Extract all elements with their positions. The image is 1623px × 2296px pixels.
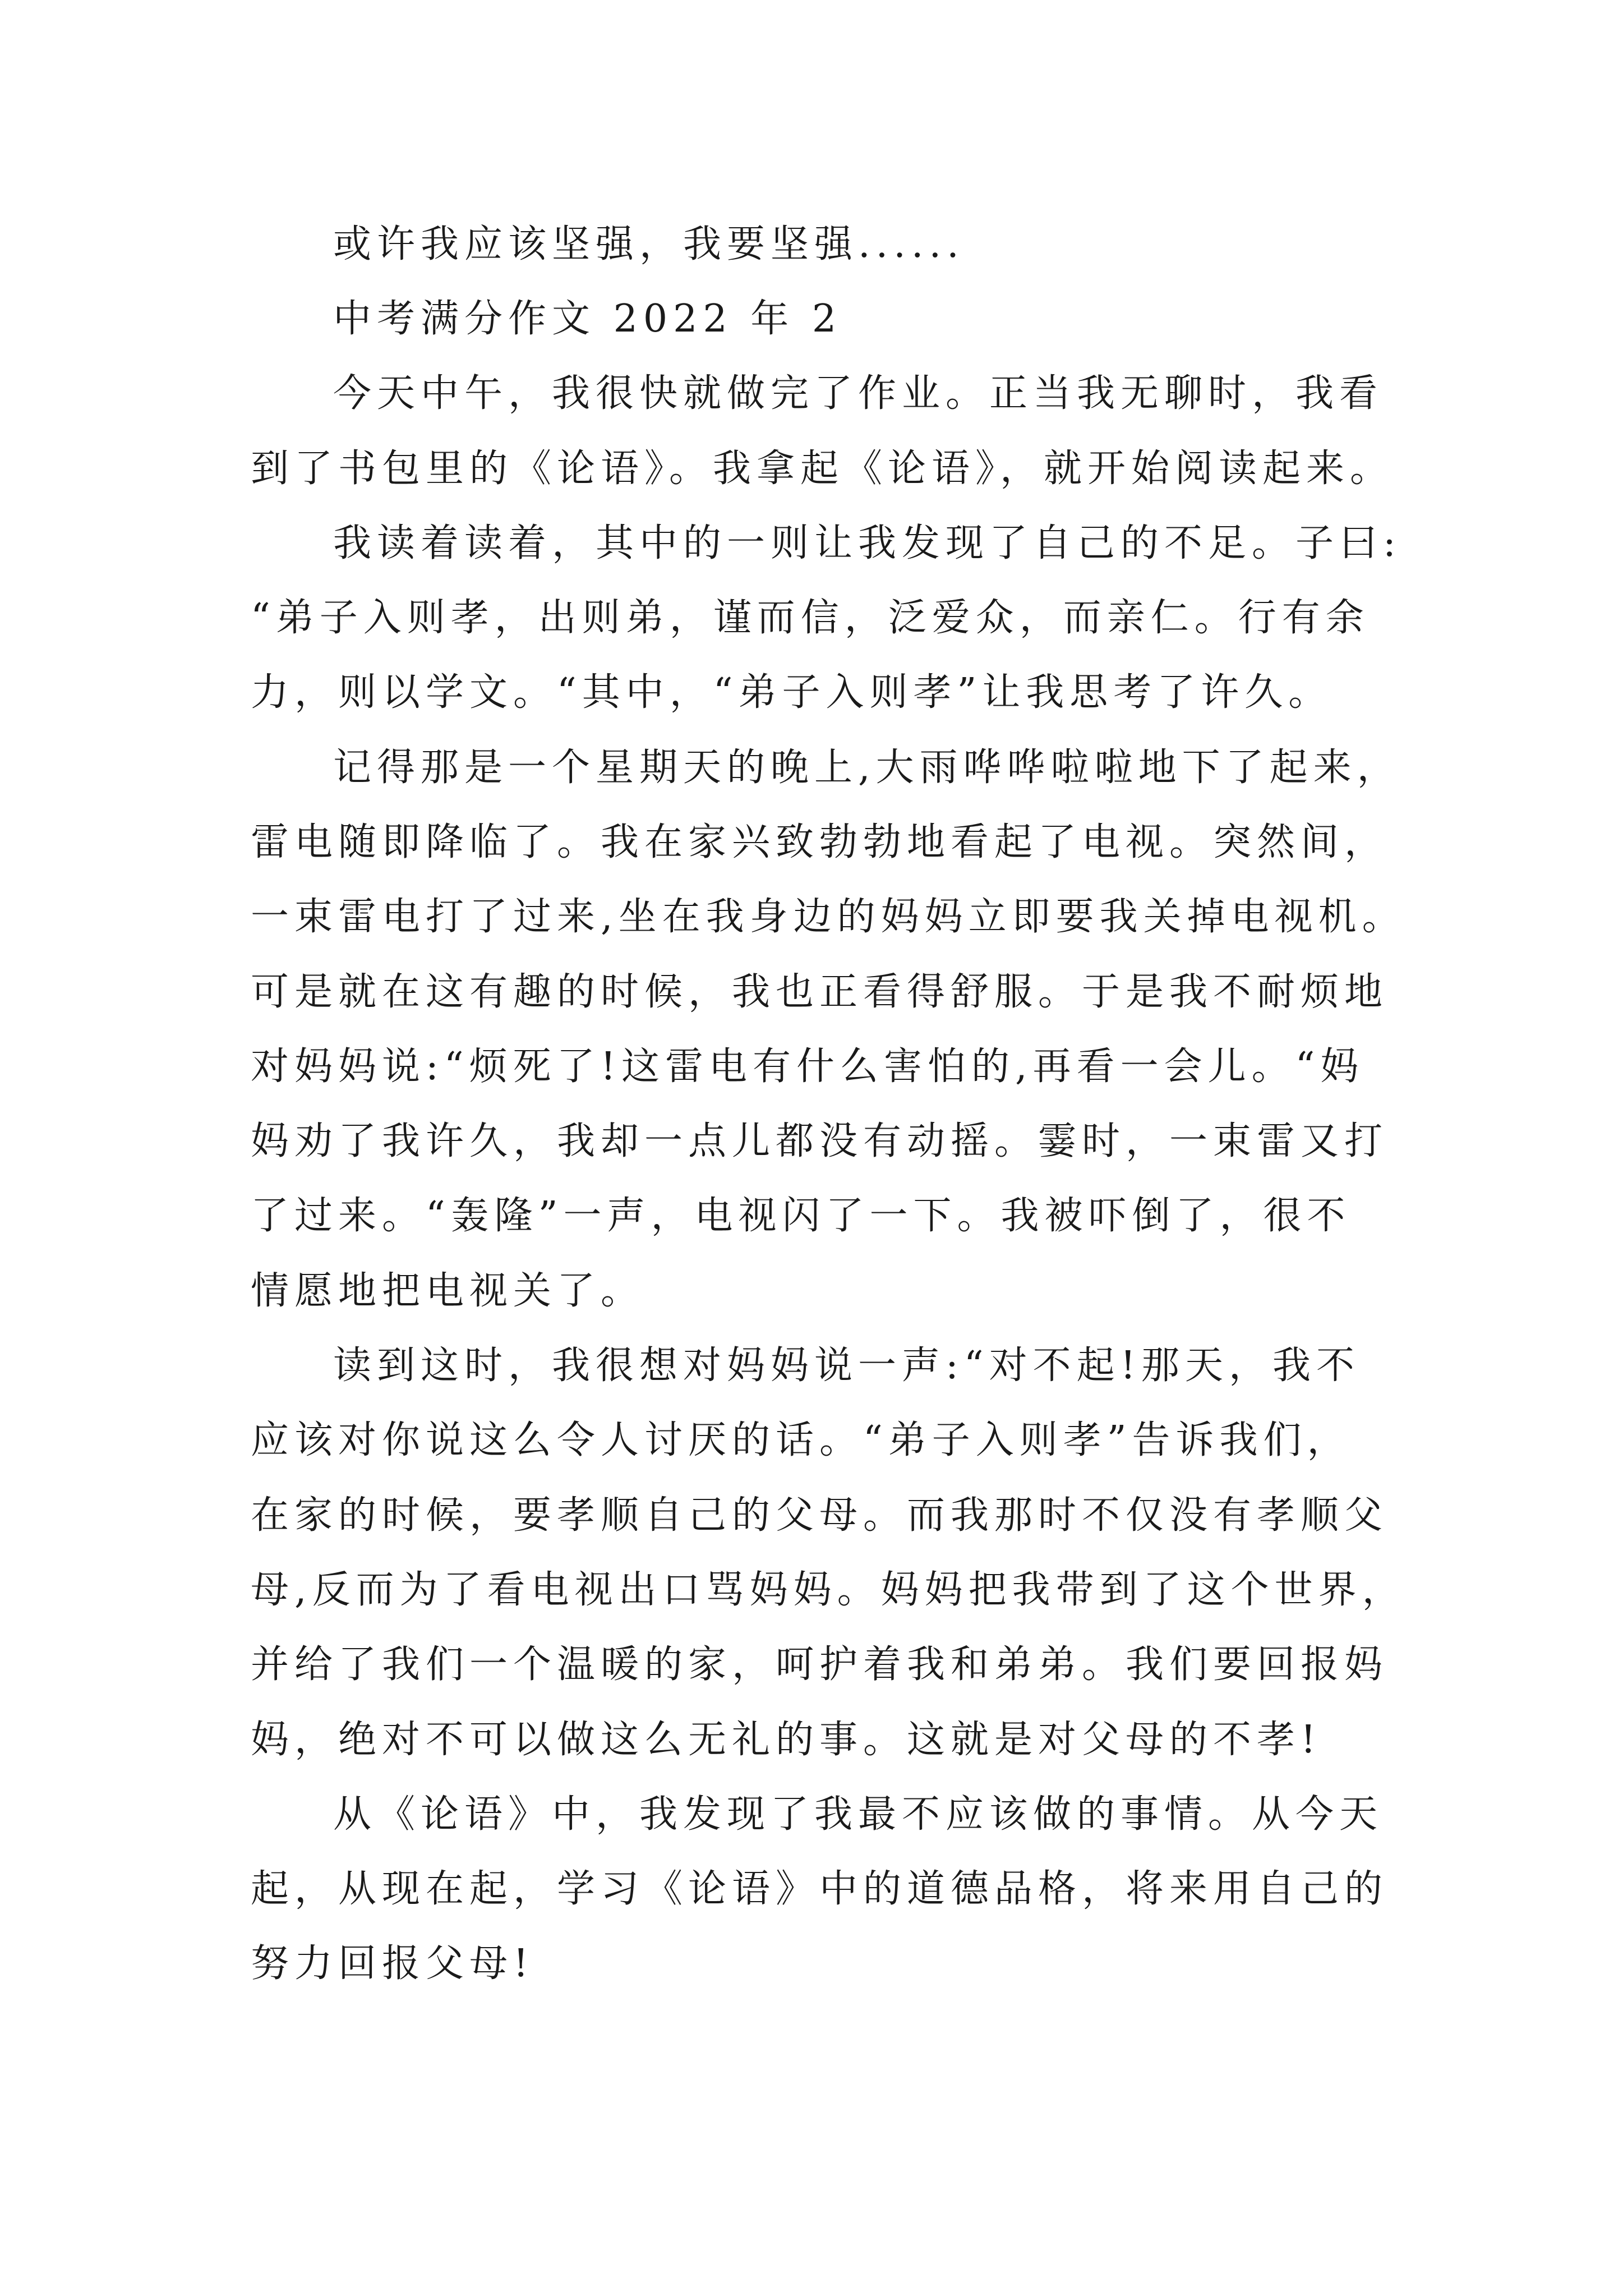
text-line: 或许我应该坚强，我要坚强......	[333, 222, 965, 266]
text-line: 力，则以学文。“其中，“弟子入则孝”让我思考了许久。	[251, 670, 1332, 715]
text-line: 起，从现在起，学习《论语》中的道德品格，将来用自己的	[251, 1867, 1389, 1911]
text-line: 从《论语》中，我发现了我最不应该做的事情。从今天	[333, 1792, 1384, 1837]
text-line: 我读着读着，其中的一则让我发现了自己的不足。子曰:	[333, 521, 1401, 565]
text-line: 并给了我们一个温暖的家，呵护着我和弟弟。我们要回报妈	[251, 1642, 1389, 1687]
text-line: 读到这时，我很想对妈妈说一声:“对不起!那天，我不	[333, 1343, 1361, 1388]
section-title: 中考满分作文 2022 年 2	[333, 297, 842, 341]
text-line: 了过来。“轰隆”一声，电视闪了一下。我被吓倒了，很不	[251, 1194, 1351, 1238]
text-line: 一束雷电打了过来,坐在我身边的妈妈立即要我关掉电视机。	[251, 895, 1406, 939]
text-line: 到了书包里的《论语》。我拿起《论语》，就开始阅读起来。	[251, 447, 1394, 491]
text-line: 情愿地把电视关了。	[251, 1269, 645, 1313]
text-line: 雷电随即降临了。我在家兴致勃勃地看起了电视。突然间，	[251, 820, 1389, 864]
text-line: 母,反而为了看电视出口骂妈妈。妈妈把我带到了这个世界，	[251, 1568, 1406, 1612]
text-line: 在家的时候，要孝顺自己的父母。而我那时不仅没有孝顺父	[251, 1493, 1389, 1538]
text-line: 对妈妈说:“烦死了!这雷电有什么害怕的,再看一会儿。“妈	[251, 1045, 1364, 1089]
text-line: 妈，绝对不可以做这么无礼的事。这就是对父母的不孝!	[251, 1718, 1322, 1762]
text-line: 今天中午，我很快就做完了作业。正当我无聊时，我看	[333, 371, 1384, 416]
text-line: 努力回报父母!	[251, 1941, 534, 1986]
text-line: 妈劝了我许久，我却一点儿都没有动摇。霎时，一束雷又打	[251, 1119, 1389, 1163]
text-line: 可是就在这有趣的时候，我也正看得舒服。于是我不耐烦地	[251, 970, 1389, 1014]
text-line: 记得那是一个星期天的晚上,大雨哗哗啦啦地下了起来，	[333, 746, 1401, 790]
text-line: 应该对你说这么令人讨厌的话。“弟子入则孝”告诉我们，	[251, 1418, 1351, 1462]
text-line: “弟子入则孝，出则弟，谨而信，泛爱众，而亲仁。行有余	[251, 596, 1370, 640]
